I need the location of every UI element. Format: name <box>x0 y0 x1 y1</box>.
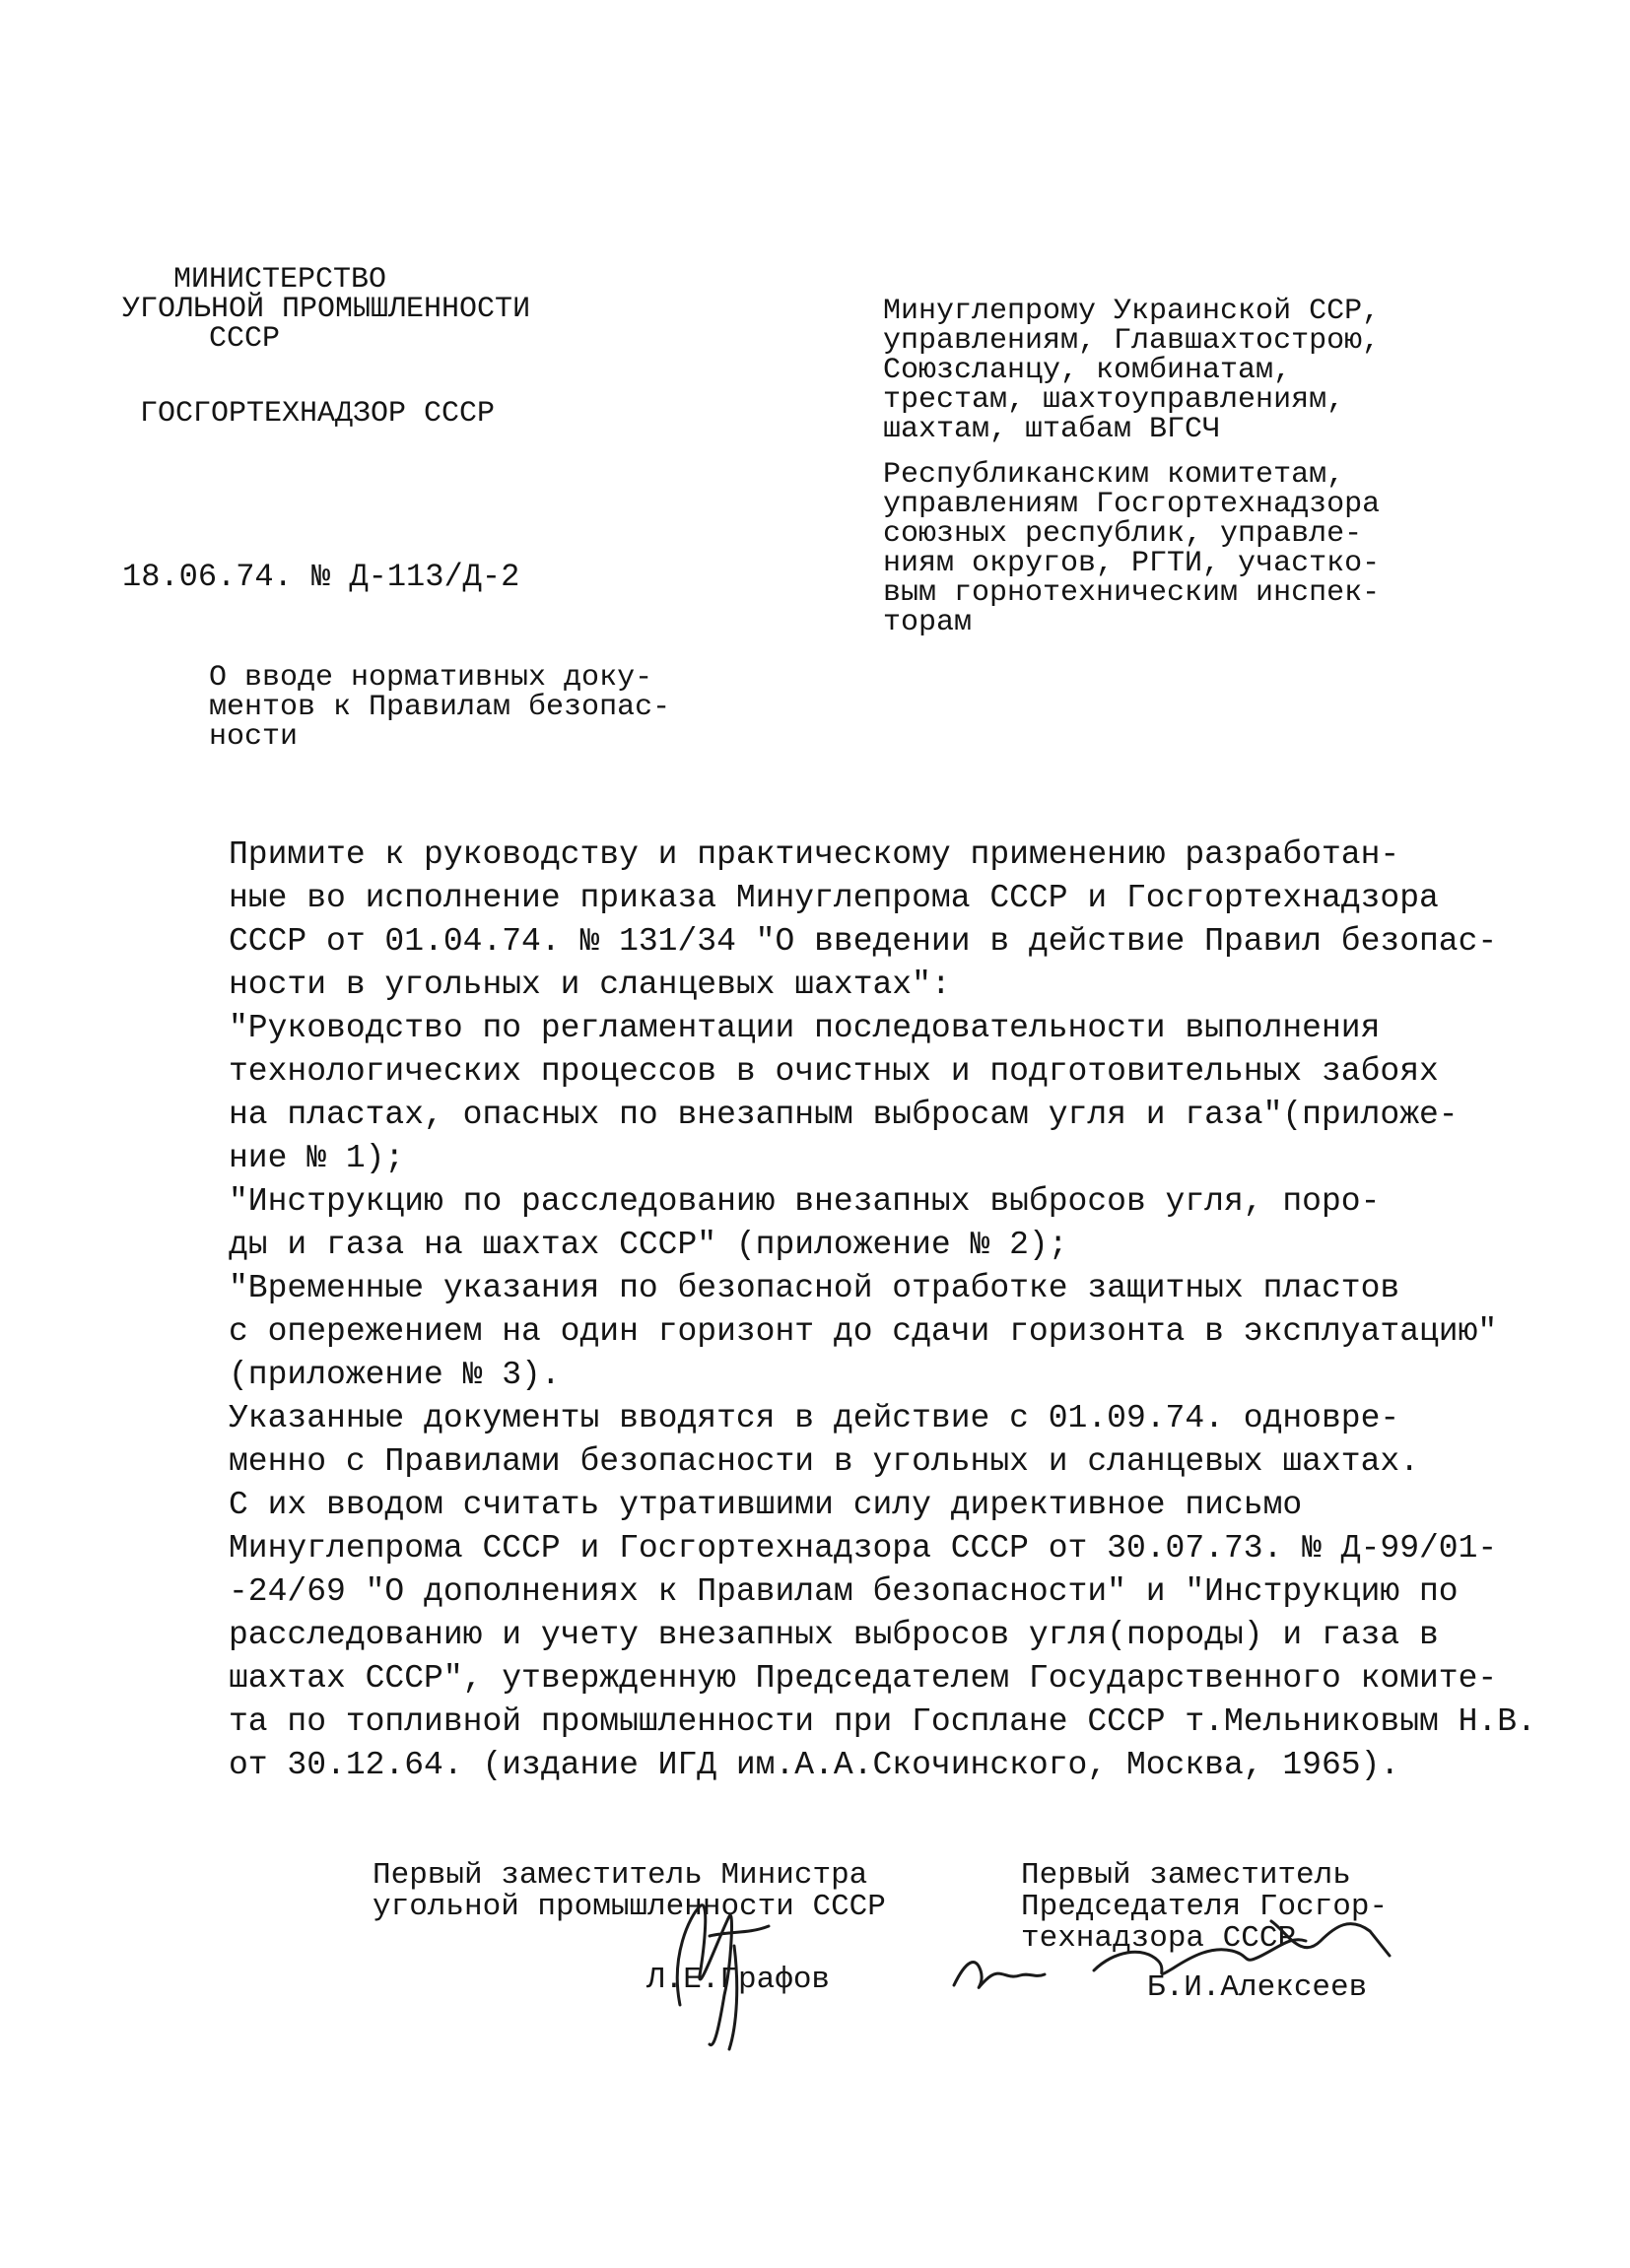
body-line: Минуглепрома СССР и Госгортехнадзора СССР от 30.07.73. № Д-99/01- <box>229 1530 1498 1567</box>
body-line: СССР от 01.04.74. № 131/34 "О введении в действие Правил безопас- <box>229 923 1498 960</box>
body-line: -24/69 "О дополнениях к Правилам безопасности" и "Инструкцию по <box>229 1573 1459 1610</box>
recipient-line: трестам, шахтоуправлениям, <box>883 383 1345 417</box>
signer-name: Б.И.Алексеев <box>1147 1970 1368 2005</box>
subject-line: ментов к Правилам безопас- <box>209 691 671 724</box>
recipient-line: управлениям, Главшахтострою, <box>883 324 1381 358</box>
date-reference: 18.06.74. № Д-113/Д-2 <box>122 559 520 595</box>
ministry-line-1: МИНИСТЕРСТВО <box>173 263 387 297</box>
body-line: Указанные документы вводятся в действие с 01.09.74. одновре- <box>229 1400 1400 1436</box>
subject-line: ности <box>209 720 299 754</box>
signer-name: Л.Е.Графов <box>646 1963 831 1997</box>
recipient-line: вым горнотехническим инспек- <box>883 576 1381 610</box>
body-line: расследованию и учету внезапных выбросов угля(породы) и газа в <box>229 1617 1439 1653</box>
body-line: с опережением на один горизонт до сдачи горизонта в эксплуатацию" <box>229 1313 1498 1350</box>
body-line: от 30.12.64. (издание ИГД им.А.А.Скочинского, Москва, 1965). <box>229 1747 1400 1783</box>
signer-title-line: Первый заместитель <box>1021 1858 1351 1893</box>
body-line: менно с Правилами безопасности в угольных и сланцевых шахтах. <box>229 1443 1419 1480</box>
recipient-line: шахтам, штабам ВГСЧ <box>883 413 1221 446</box>
body-line: шахтах СССР", утвержденную Председателем Государственного комите- <box>229 1660 1498 1697</box>
body-line: "Временные указания по безопасной отработке защитных пластов <box>229 1270 1400 1306</box>
recipient-line: торам <box>883 606 973 639</box>
signer-title-line: Первый заместитель Министра <box>373 1858 868 1893</box>
body-line: ные во исполнение приказа Минуглепрома СССР и Госгортехнадзора <box>229 880 1439 916</box>
body-line: С их вводом считать утратившими силу директивное письмо <box>229 1487 1303 1523</box>
signer-title-line: угольной промышленности СССР <box>373 1890 886 1924</box>
ministry-line-2: УГОЛЬНОЙ ПРОМЫШЛЕННОСТИ <box>122 293 531 326</box>
recipient-line: Республиканским комитетам, <box>883 458 1345 492</box>
recipient-line: ниям округов, РГТИ, участко- <box>883 547 1381 580</box>
body-line: (приложение № 3). <box>229 1357 561 1393</box>
signer-title-line: Председателя Госгор- <box>1021 1890 1389 1924</box>
handwritten-signature-right <box>946 1901 1409 2010</box>
recipient-line: управлениям Госгортехнадзора <box>883 488 1381 521</box>
subject-line: О вводе нормативных доку- <box>209 661 653 695</box>
recipient-line: Минуглепрому Украинской ССР, <box>883 295 1381 328</box>
recipient-line: Союзсланцу, комбинатам, <box>883 354 1292 387</box>
body-line: "Инструкцию по расследованию внезапных выбросов угля, поро- <box>229 1183 1381 1220</box>
body-line: технологических процессов в очистных и подготовительных забоях <box>229 1053 1439 1090</box>
body-line: "Руководство по регламентации последовательности выполнения <box>229 1010 1381 1046</box>
body-line: Примите к руководству и практическому применению разработан- <box>229 836 1400 873</box>
body-line: ности в угольных и сланцевых шахтах": <box>229 967 951 1003</box>
body-line: ние № 1); <box>229 1140 405 1176</box>
recipient-line: союзных республик, управле- <box>883 517 1363 551</box>
agency-name: ГОСГОРТЕХНАДЗОР СССР <box>140 397 496 431</box>
body-line: ды и газа на шахтах СССР" (приложение № 2); <box>229 1227 1068 1263</box>
body-line: на пластах, опасных по внезапным выбросам угля и газа"(приложе- <box>229 1097 1459 1133</box>
ministry-line-3: СССР <box>209 322 281 356</box>
handwritten-signature-left <box>641 1877 788 2054</box>
signer-title-line: технадзора СССР <box>1021 1921 1297 1956</box>
body-line: та по топливной промышленности при Госплане СССР т.Мельниковым Н.В. <box>229 1703 1536 1740</box>
